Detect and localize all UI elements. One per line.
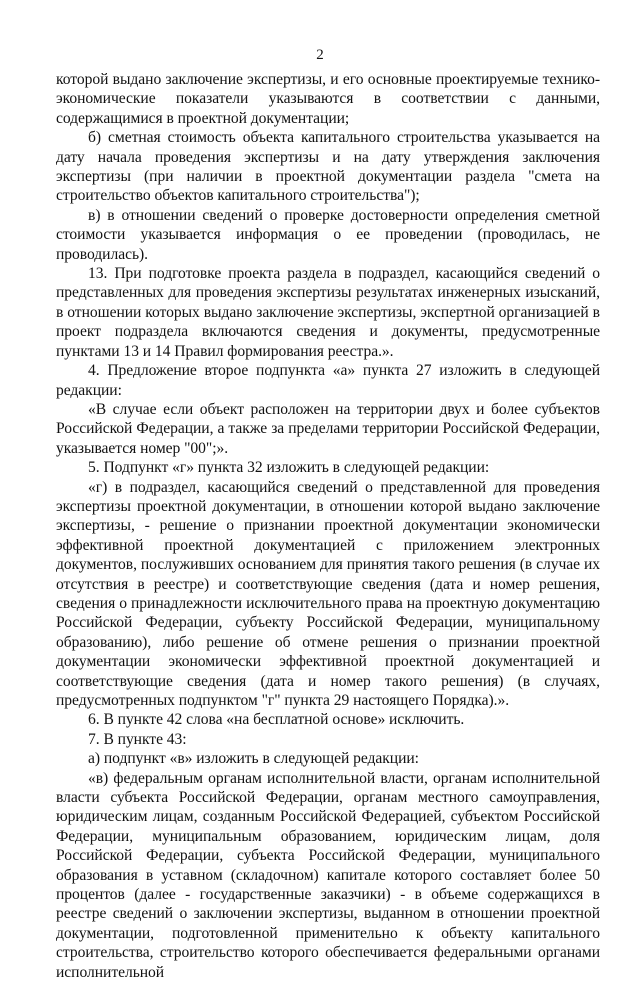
page-number: 2 bbox=[316, 47, 324, 63]
paragraph: в) в отношении сведений о проверке достоверности определения сметной стоимости указывается информация о ее проведении (проводилась, не проводилась). bbox=[56, 206, 600, 263]
paragraph: 6. В пункте 42 слова «на бесплатной основе» исключить. bbox=[88, 711, 465, 729]
paragraph: «В случае если объект расположен на территории двух и более субъектов Российской Федерации, а также за пределами территории Российской Федерации, указывается номер "00";». bbox=[56, 400, 600, 457]
paragraph: 4. Предложение второе подпункта «а» пункта 27 изложить в следующей редакции: bbox=[56, 362, 600, 399]
paragraph: б) сметная стоимость объекта капитального строительства указывается на дату начала проведения экспертизы и на дату утверждения заключения экспертизы (при наличии в проектной документации раздела "смета на строительство объектов капитального строительства"); bbox=[56, 129, 600, 205]
paragraph: 13. При подготовке проекта раздела в подраздел, касающийся сведений о представленных для проведения экспертизы результатах инженерных изысканий, в отношении которых выдано заключение экспертизы, экспертной организацией в проект подраздела включаются сведения и документы, предусмотренные пунктами 13 и 14 Правил формирования реестра.». bbox=[56, 265, 600, 360]
paragraph: которой выдано заключение экспертизы, и его основные проектируемые технико-экономические показатели указываются в соответствии с данными, содержащимися в проектной документации; bbox=[56, 71, 600, 127]
document-body bbox=[56, 70, 600, 982]
paragraph: 7. В пункте 43: bbox=[88, 730, 187, 748]
paragraph: 5. Подпункт «г» пункта 32 изложить в следующей редакции: bbox=[88, 459, 490, 477]
paragraph: а) подпункт «в» изложить в следующей редакции: bbox=[88, 750, 419, 768]
paragraph: «в) федеральным органам исполнительной власти, органам исполнительной власти субъекта Российской Федерации, органам местного самоуправления, юридическим лицам, созданным Российской Федерацией, субъектом Российской Федерации, муниципальным образованием, юридическим лицам, доля Российской Федерации, субъекта Российской Федерации, муниципального образования в уставном (складочном) капитале которого составляет более 50 процентов (далее - государственные заказчики) - в объеме содержащихся в реестре сведений о заключении экспертизы, выданном в отношении проектной документации, подготовленной применительно к объекту капитального строительства, строительство которого обеспечивается федеральными органами исполнительной bbox=[56, 769, 600, 981]
paragraph: «г) в подраздел, касающийся сведений о представленной для проведения экспертизы проектной документации, в отношении которой выдано заключение экспертизы, - решение о признании проектной документации экономически эффективной проектной документацией с приложением электронных документов, послуживших основанием для принятия такого решения (в случае их отсутствия в реестре) и соответствующие сведения (дата и номер решения, сведения о принадлежности исключительного права на проектную документацию Российской Федерации, субъекту Российской Федерации, муниципальному образованию), либо решение об отмене решения о признании проектной документации экономически эффективной проектной документацией и соответствующие сведения (дата и номер такого решения) (в случаях, предусмотренных подпунктом "г" пункта 29 настоящего Порядка).». bbox=[56, 478, 600, 709]
